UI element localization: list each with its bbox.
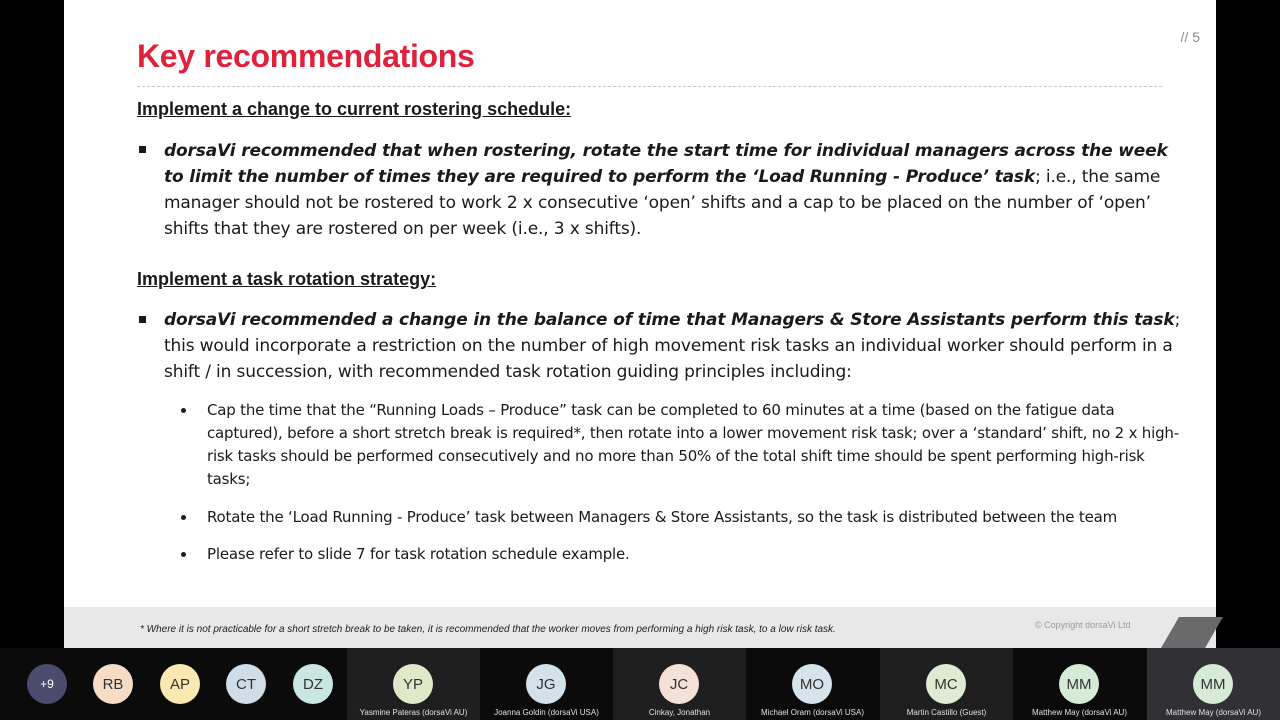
footnote: * Where it is not practicable for a short stretch break to be taken, it is recommended that the worker moves from performing a high risk task, to a low risk task. [140, 624, 836, 635]
participant-avatar: MO [792, 664, 832, 704]
task-rotation-recommendation-bold: dorsaVi recommended a change in the balance of time that Managers & Store Assistants perform this task [164, 310, 1175, 330]
participant-name: Matthew May (dorsaVi AU) [1032, 708, 1127, 717]
sub-bullet-cap-time: Cap the time that the “Running Loads – Produce” task can be completed to 60 minutes at a time (based on the fatigue data captured), before a short stretch break is required*, then rotate into a lower movement risk task; over a ‘standard’ shift, no 2 x high-risk tasks should be performed consecutively and no more than 50% of the total shift time should be spent performing high-risk tasks; [207, 401, 1179, 488]
participant-avatar: JG [526, 664, 566, 704]
participant-avatar: YP [393, 664, 433, 704]
rostering-recommendation-bold: dorsaVi recommended that when rostering, rotate the start time for individual managers across the week to limit the number of times they are required to perform the ‘Load Running - Produce’ task [164, 141, 1168, 187]
brand-stripe [1161, 617, 1223, 648]
participants-bar [0, 648, 1280, 720]
square-bullet-icon [139, 316, 146, 323]
participant-tile[interactable] [480, 648, 613, 720]
title-divider [137, 86, 1162, 87]
task-rotation-recommendation [164, 307, 1184, 385]
task-rotation-recommendation-rest: ; this would incorporate a restriction on the number of high movement risk tasks an individual worker should perform in a shift / in succession, with recommended task rotation guiding principles including: [164, 310, 1181, 382]
slide-footer [64, 607, 1216, 648]
participant-name: Michael Oram (dorsaVi USA) [761, 708, 864, 717]
participant-avatar[interactable]: CT [226, 664, 266, 704]
round-bullet-icon [181, 408, 186, 413]
participant-name: Cinkay, Jonathan [648, 708, 711, 717]
participant-avatar: MC [926, 664, 966, 704]
page-number: // 5 [1180, 29, 1200, 45]
rostering-recommendation-rest: ; i.e., the same manager should not be rostered to work 2 x consecutive ‘open’ shifts and a cap to be placed on the number of ‘open’ shifts that they are rostered on per week (i.e., 3 x shifts). [164, 167, 1161, 239]
participant-avatar: MM [1059, 664, 1099, 704]
round-bullet-icon [181, 515, 186, 520]
more-participants-button[interactable]: +9 [27, 664, 67, 704]
sub-bullet-refer-slide: Please refer to slide 7 for task rotation schedule example. [207, 545, 630, 563]
round-bullet-icon [181, 552, 186, 557]
participant-name: Joanna Goldin (dorsaVi USA) [494, 708, 599, 717]
section-heading-task-rotation: Implement a task rotation strategy: [137, 269, 437, 289]
slide-title: Key recommendations [137, 38, 475, 74]
sub-bullet-rotate-task: Rotate the ‘Load Running - Produce’ task between Managers & Store Assistants, so the task is distributed between the team [207, 508, 1118, 526]
participant-tile[interactable] [613, 648, 746, 720]
square-bullet-icon [139, 146, 146, 153]
participant-name: Matthew May (dorsaVi AU) [1166, 708, 1261, 717]
participant-name: Yasmine Pateras (dorsaVi AU) [359, 708, 468, 717]
participant-avatar: MM [1193, 664, 1233, 704]
participant-avatar: JC [659, 664, 699, 704]
copyright: © Copyright dorsaVi Ltd [1035, 620, 1131, 630]
section-heading-rostering: Implement a change to current rostering schedule: [137, 99, 572, 119]
presentation-slide [64, 0, 1216, 648]
participant-avatar[interactable]: RB [93, 664, 133, 704]
participant-name: Martin Castillo (Guest) [906, 708, 987, 717]
participant-tile[interactable] [746, 648, 879, 720]
participant-avatar[interactable]: DZ [293, 664, 333, 704]
participant-tile[interactable] [880, 648, 1013, 720]
participant-tile-active[interactable] [1147, 648, 1280, 720]
participant-avatar[interactable]: AP [160, 664, 200, 704]
participant-tile[interactable] [347, 648, 480, 720]
participant-tile[interactable] [1013, 648, 1146, 720]
rostering-recommendation [164, 138, 1184, 242]
